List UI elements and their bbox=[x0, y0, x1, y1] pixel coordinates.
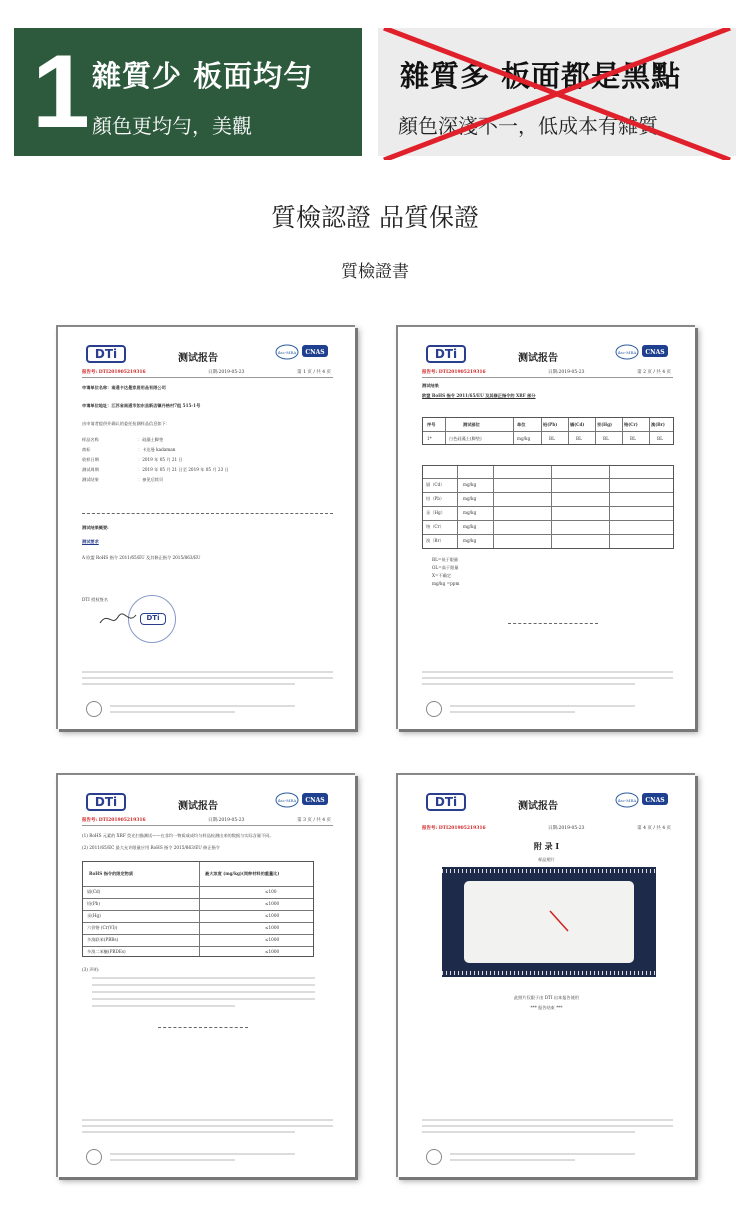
table-cell: ≤1000 bbox=[265, 949, 280, 954]
accreditation-icon bbox=[275, 791, 331, 809]
appendix-title: 附 录 I bbox=[533, 841, 560, 851]
report-date: 日期:2019-05-23 bbox=[548, 826, 585, 831]
footer-line bbox=[82, 683, 295, 685]
footer-line bbox=[450, 705, 635, 707]
signature-icon bbox=[98, 611, 138, 627]
footer-line bbox=[422, 1119, 673, 1121]
report-date: 日期:2019-05-23 bbox=[208, 818, 245, 823]
cert-ilac: ilac-MRA bbox=[617, 350, 637, 355]
table-cell: BL bbox=[657, 436, 663, 441]
table-cell: 多溴联苯(PBBs) bbox=[87, 937, 119, 942]
note-line: (1) RoHS 元素的 XRF 荧光扫描测试——在非均一物质或成均匀样品检测出来的数据与实际含量不同。 bbox=[82, 833, 274, 838]
certificate-page-3[interactable] bbox=[56, 773, 355, 1177]
footer-line bbox=[450, 1159, 575, 1161]
banner-good-title: 雜質少 板面均勻 bbox=[92, 59, 314, 93]
table-cell: 铅(Pb) bbox=[87, 901, 100, 906]
legend-note: mg/kg =ppm bbox=[432, 581, 460, 586]
footer-line bbox=[422, 1131, 635, 1133]
certificate-page-2[interactable] bbox=[396, 325, 695, 729]
page-number: 第 1 页 / 共 4 页 bbox=[297, 370, 331, 375]
signature-label: DTI 授权签名 bbox=[82, 597, 108, 602]
cert-cnas: CNAS bbox=[645, 797, 665, 804]
dti-logo: DTi bbox=[426, 793, 466, 811]
cert-cnas: CNAS bbox=[305, 349, 325, 356]
unit-cell: mg/kg bbox=[463, 482, 477, 487]
field-value: ：2019 年 05 月 21 日 bbox=[138, 457, 183, 462]
table-header: 序号 bbox=[427, 422, 436, 427]
field-key: 商标 bbox=[82, 447, 91, 452]
applicant: 申请单位名称：南通卡达曼家居用品有限公司 bbox=[82, 385, 166, 390]
requirement-item: A 欧盟 RoHS 指令 2011/65/EU 及其修正指令 2015/863/EU bbox=[82, 555, 201, 560]
footer-seal-icon bbox=[86, 701, 102, 717]
doc-title: 测试报告 bbox=[518, 353, 558, 364]
stamp-dti-logo: DTi bbox=[140, 613, 166, 625]
report-number: 报告号: DTI201905219316 bbox=[422, 370, 486, 375]
summary-heading: 测试结果概要: bbox=[82, 525, 109, 530]
photo-label: 样品照片 bbox=[538, 857, 555, 862]
sample-note: 由申请者提供并确认的委托检测样品信息如下： bbox=[82, 421, 170, 426]
table-header: 铬(Cr) bbox=[624, 422, 638, 427]
report-date: 日期:2019-05-23 bbox=[548, 370, 585, 375]
report-number: 报告号: DTI201905219316 bbox=[82, 818, 146, 823]
results-heading: 测试结果 bbox=[422, 383, 439, 388]
cert-ilac: ilac-MRA bbox=[277, 350, 297, 355]
dti-logo: DTi bbox=[86, 793, 126, 811]
accreditation-icon bbox=[275, 343, 331, 361]
page-number: 第 2 页 / 共 4 页 bbox=[637, 370, 671, 375]
footer-seal-icon bbox=[86, 1149, 102, 1165]
field-key: 测试周期 bbox=[82, 467, 99, 472]
table-cell: 汞(Hg) bbox=[87, 913, 101, 918]
red-cross-icon bbox=[378, 28, 736, 160]
footer-line bbox=[110, 711, 235, 713]
requirement-heading: 测试要求 bbox=[82, 539, 99, 544]
divider bbox=[422, 377, 673, 378]
footer-line bbox=[110, 705, 295, 707]
dashed-divider bbox=[158, 1027, 248, 1028]
statement-line bbox=[92, 984, 315, 986]
photo-caption: 此照片仅限于由 DTI 出本报告使用 bbox=[514, 995, 579, 1000]
arrow-icon bbox=[546, 907, 576, 937]
address: 申请单位地址：江苏省南通市如东县新店镇丹格村7组 515-1号 bbox=[82, 403, 201, 408]
accreditation-icon bbox=[615, 791, 671, 809]
table-cell: ≤100 bbox=[265, 889, 277, 894]
dashed-divider bbox=[82, 513, 333, 514]
table-cell: BL bbox=[549, 436, 555, 441]
sample-photo bbox=[442, 867, 656, 977]
table-header: 测试部位 bbox=[463, 422, 480, 427]
legend-note: X=不确定 bbox=[432, 573, 452, 578]
report-date: 日期:2019-05-23 bbox=[208, 370, 245, 375]
table-cell: ≤1000 bbox=[265, 901, 280, 906]
unit-cell: mg/kg bbox=[463, 524, 477, 529]
footer-line bbox=[422, 1125, 673, 1127]
table-cell: 多溴二苯醚(PBDEs) bbox=[87, 949, 126, 954]
page-number: 第 4 页 / 共 4 页 bbox=[637, 826, 671, 831]
element-cell: 铅（Pb） bbox=[426, 496, 445, 501]
element-cell: 镉（Cd） bbox=[426, 482, 445, 487]
table-cell: 白色硅藻土(脚垫) bbox=[449, 436, 482, 441]
element-cell: 铬（Cr） bbox=[426, 524, 444, 529]
report-end: *** 报告结束 *** bbox=[530, 1005, 563, 1010]
footer-line bbox=[110, 1159, 235, 1161]
limits-table bbox=[422, 465, 674, 549]
divider bbox=[82, 377, 333, 378]
cert-ilac: ilac-MRA bbox=[617, 798, 637, 803]
table-cell: 1* bbox=[427, 436, 432, 441]
table-header: 汞(Hg) bbox=[597, 422, 613, 427]
table-cell: ≤1000 bbox=[265, 937, 280, 942]
cert-ilac: ilac-MRA bbox=[277, 798, 297, 803]
footer-line bbox=[82, 1125, 333, 1127]
dti-logo: DTi bbox=[86, 345, 126, 363]
table-cell: 镉(Cd) bbox=[87, 889, 101, 894]
field-value: ：卡达曼 kadaman bbox=[138, 447, 176, 452]
legend-note: BL=低于限量 bbox=[432, 557, 459, 562]
table-header: RoHS 指令的限定物质 bbox=[89, 871, 134, 876]
section-heading: 質檢認證 品質保證 bbox=[271, 203, 479, 232]
footer-line bbox=[450, 711, 575, 713]
report-number: 报告号: DTI201905219316 bbox=[422, 826, 486, 831]
table-header: 铅(Pb) bbox=[543, 422, 558, 427]
statement-line bbox=[92, 998, 315, 1000]
cert-cnas: CNAS bbox=[645, 349, 665, 356]
table-cell: mg/kg bbox=[517, 436, 531, 441]
footer-line bbox=[82, 671, 333, 673]
dashed-divider bbox=[508, 623, 598, 624]
unit-cell: mg/kg bbox=[463, 496, 477, 501]
unit-cell: mg/kg bbox=[463, 510, 477, 515]
banner-bad bbox=[378, 28, 736, 156]
banner-number: 1 bbox=[32, 34, 90, 150]
legend-note: OL=高于限量 bbox=[432, 565, 459, 570]
certificate-page-1[interactable] bbox=[56, 325, 355, 729]
divider bbox=[82, 825, 333, 826]
table-cell: ≤1000 bbox=[265, 925, 280, 930]
element-cell: 汞（Hg） bbox=[426, 510, 445, 515]
footer-line bbox=[82, 677, 333, 679]
cert-cnas: CNAS bbox=[305, 797, 325, 804]
table-header: 溴(Br) bbox=[651, 422, 665, 427]
unit-cell: mg/kg bbox=[463, 538, 477, 543]
field-key: 样品名称 bbox=[82, 437, 99, 442]
footer-line bbox=[422, 671, 673, 673]
page-number: 第 3 页 / 共 4 页 bbox=[297, 818, 331, 823]
table-header: 单位 bbox=[517, 422, 526, 427]
table-cell: BL bbox=[576, 436, 582, 441]
results-line: 欧盟 RoHS 指令 2011/65/EU 及其修正指令的 XRF 部分 bbox=[422, 393, 536, 398]
statement-line bbox=[92, 991, 315, 993]
certificate-page-4[interactable] bbox=[396, 773, 695, 1177]
footer-line bbox=[82, 1131, 295, 1133]
banner-good-subtitle: 顏色更均勻，美觀 bbox=[92, 114, 252, 138]
footer-seal-icon bbox=[426, 701, 442, 717]
table-cell: BL bbox=[630, 436, 636, 441]
note-line: (2) 2011/65/EC 最大允许限量应用 RoHS 指令 2015/863/EU 修正指令 bbox=[82, 845, 220, 850]
results-table bbox=[422, 417, 674, 445]
element-cell: 溴（Br） bbox=[426, 538, 444, 543]
table-cell: 六价铬 (Cr(VI)) bbox=[87, 925, 118, 930]
statement-line bbox=[92, 977, 315, 979]
statement-line bbox=[92, 1005, 235, 1007]
doc-title: 测试报告 bbox=[518, 801, 558, 812]
field-key: 收样日期 bbox=[82, 457, 99, 462]
doc-title: 测试报告 bbox=[178, 353, 218, 364]
report-number: 报告号: DTI201905219316 bbox=[82, 370, 146, 375]
field-value: ：参见后续页 bbox=[138, 477, 164, 482]
banner-bad-title: 雜質多 板面都是黑點 bbox=[400, 59, 682, 93]
accreditation-icon bbox=[615, 343, 671, 361]
statement-heading: (3) 声明: bbox=[82, 967, 100, 972]
footer-line bbox=[422, 683, 635, 685]
section-subheading: 質檢證書 bbox=[341, 262, 409, 282]
table-cell: ≤1000 bbox=[265, 913, 280, 918]
banner-bad-subtitle: 顏色深淺不一，低成本有雜質 bbox=[398, 114, 658, 138]
field-value: ：硅藻土脚垫 bbox=[138, 437, 164, 442]
footer-line bbox=[110, 1153, 295, 1155]
field-key: 测试结果 bbox=[82, 477, 99, 482]
doc-title: 测试报告 bbox=[178, 801, 218, 812]
table-header: 镉(Cd) bbox=[570, 422, 585, 427]
table-header: 最大浓度 (mg/kg)(同种材料的重量比) bbox=[205, 871, 280, 876]
footer-line bbox=[422, 677, 673, 679]
dti-logo: DTi bbox=[426, 345, 466, 363]
footer-line bbox=[450, 1153, 635, 1155]
field-value: ：2019 年 05 月 21 日至 2019 年 05 月 23 日 bbox=[138, 467, 229, 472]
banner-good bbox=[14, 28, 362, 156]
footer-seal-icon bbox=[426, 1149, 442, 1165]
table-cell: BL bbox=[603, 436, 609, 441]
footer-line bbox=[82, 1119, 333, 1121]
rohs-table bbox=[82, 861, 314, 957]
